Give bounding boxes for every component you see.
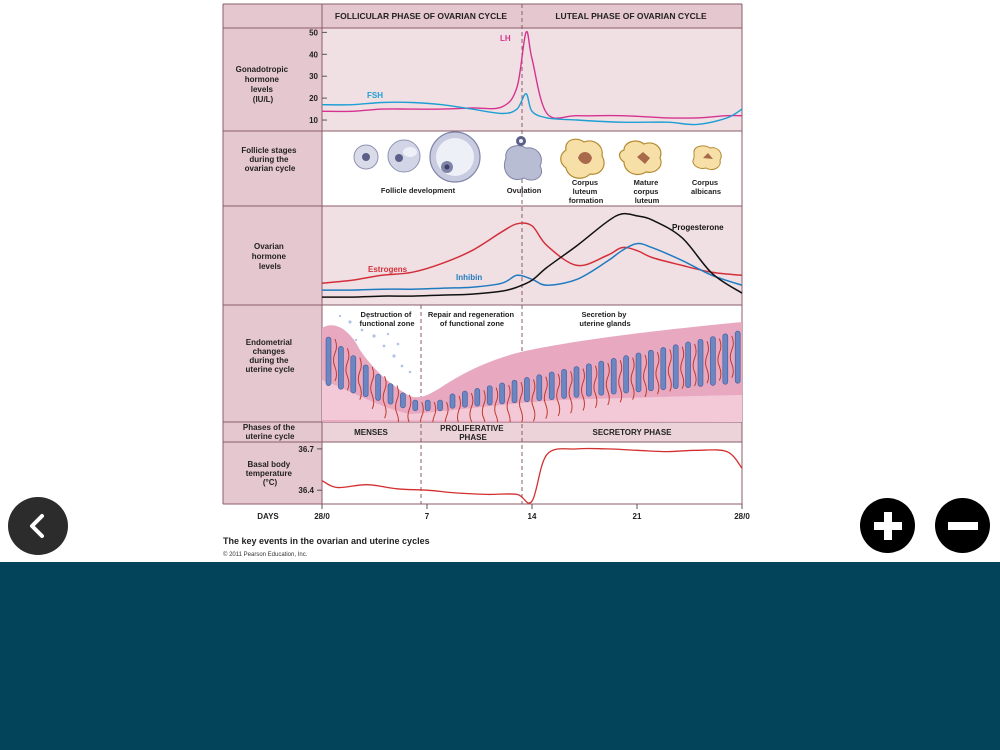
inhibin-series-label: Inhibin	[456, 273, 483, 282]
fsh-series-label: FSH	[367, 91, 383, 100]
gonadotropic-panel	[322, 28, 742, 131]
zoom-out-button[interactable]	[935, 498, 990, 553]
corpus-albicans-label: Corpus albicans	[690, 178, 722, 196]
destruction-label: Destruction of functional zone	[359, 310, 415, 328]
corpus-luteum-formation-label: Corpus luteum formation	[568, 178, 604, 205]
bbt-tick-label: 36.4	[298, 486, 314, 496]
bbt-tick-label: 36.7	[298, 444, 314, 454]
gonadotropic-row-label: Gonadotropic hormone levels (IU/L)	[235, 65, 289, 104]
mature-corpus-luteum-icon	[620, 141, 662, 174]
gonadotropic-tick-label: 50	[309, 28, 318, 38]
secretory-phase-label: SECRETORY PHASE	[592, 428, 672, 437]
primordial-follicle-icon	[354, 145, 378, 169]
day-tick-label: 28/0	[314, 512, 330, 521]
day-tick-label: 7	[424, 512, 430, 521]
day-axis-ticks	[314, 504, 750, 521]
copyright-notice: © 2011 Pearson Education, Inc.	[223, 552, 308, 558]
follicle-development-label: Follicle development	[380, 186, 456, 195]
gonadotropic-tick-label: 20	[309, 94, 318, 104]
ovarian-row-label: Ovarian hormone levels	[251, 242, 286, 271]
ovulation-label: Ovulation	[506, 186, 542, 195]
proliferative-phase-label: PROLIFERATIVE PHASE	[440, 424, 504, 442]
growing-follicle-icon	[388, 140, 420, 172]
menses-phase-label: MENSES	[354, 428, 388, 437]
estrogens-series-label: Estrogens	[368, 265, 408, 274]
back-button[interactable]	[8, 497, 68, 555]
gonadotropic-tick-label: 40	[309, 50, 318, 60]
ovarian-hormone-panel	[322, 206, 742, 305]
corpus-albicans-icon	[693, 146, 721, 170]
repair-label: Repair and regeneration of functional zone	[427, 310, 515, 328]
bottom-background-band	[0, 562, 1000, 750]
chevron-left-icon	[24, 512, 52, 540]
luteal-phase-header: LUTEAL PHASE OF OVARIAN CYCLE	[555, 11, 707, 21]
plus-icon	[868, 506, 908, 546]
progesterone-series-label: Progesterone	[672, 223, 724, 232]
day-tick-label: 21	[632, 512, 642, 521]
bbt-row-label: Basal body temperature (°C)	[245, 460, 293, 487]
day-tick-label: 14	[527, 512, 537, 521]
lh-series-label: LH	[500, 34, 511, 43]
days-axis-label: DAYS	[257, 512, 279, 521]
figure-caption: The key events in the ovarian and uterine cycles	[223, 536, 430, 546]
gonadotropic-tick-label: 30	[309, 72, 318, 82]
zoom-in-button[interactable]	[860, 498, 915, 553]
endometrial-row-label: Endometrial changes during the uterine cycle	[245, 338, 295, 374]
day-tick-label: 28/0	[734, 512, 750, 521]
mature-follicle-icon	[430, 132, 480, 182]
follicle-row-label: Follicle stages during the ovarian cycle	[241, 146, 297, 173]
gonadotropic-tick-label: 10	[309, 116, 318, 126]
uterine-phase-row-label: Phases of the uterine cycle	[242, 423, 295, 441]
follicular-phase-header: FOLLICULAR PHASE OF OVARIAN CYCLE	[334, 11, 508, 21]
mature-corpus-luteum-label: Mature corpus luteum	[633, 178, 660, 205]
secretion-label: Secretion by uterine glands	[579, 310, 631, 328]
minus-icon	[943, 506, 983, 546]
corpus-luteum-formation-icon	[561, 139, 604, 178]
